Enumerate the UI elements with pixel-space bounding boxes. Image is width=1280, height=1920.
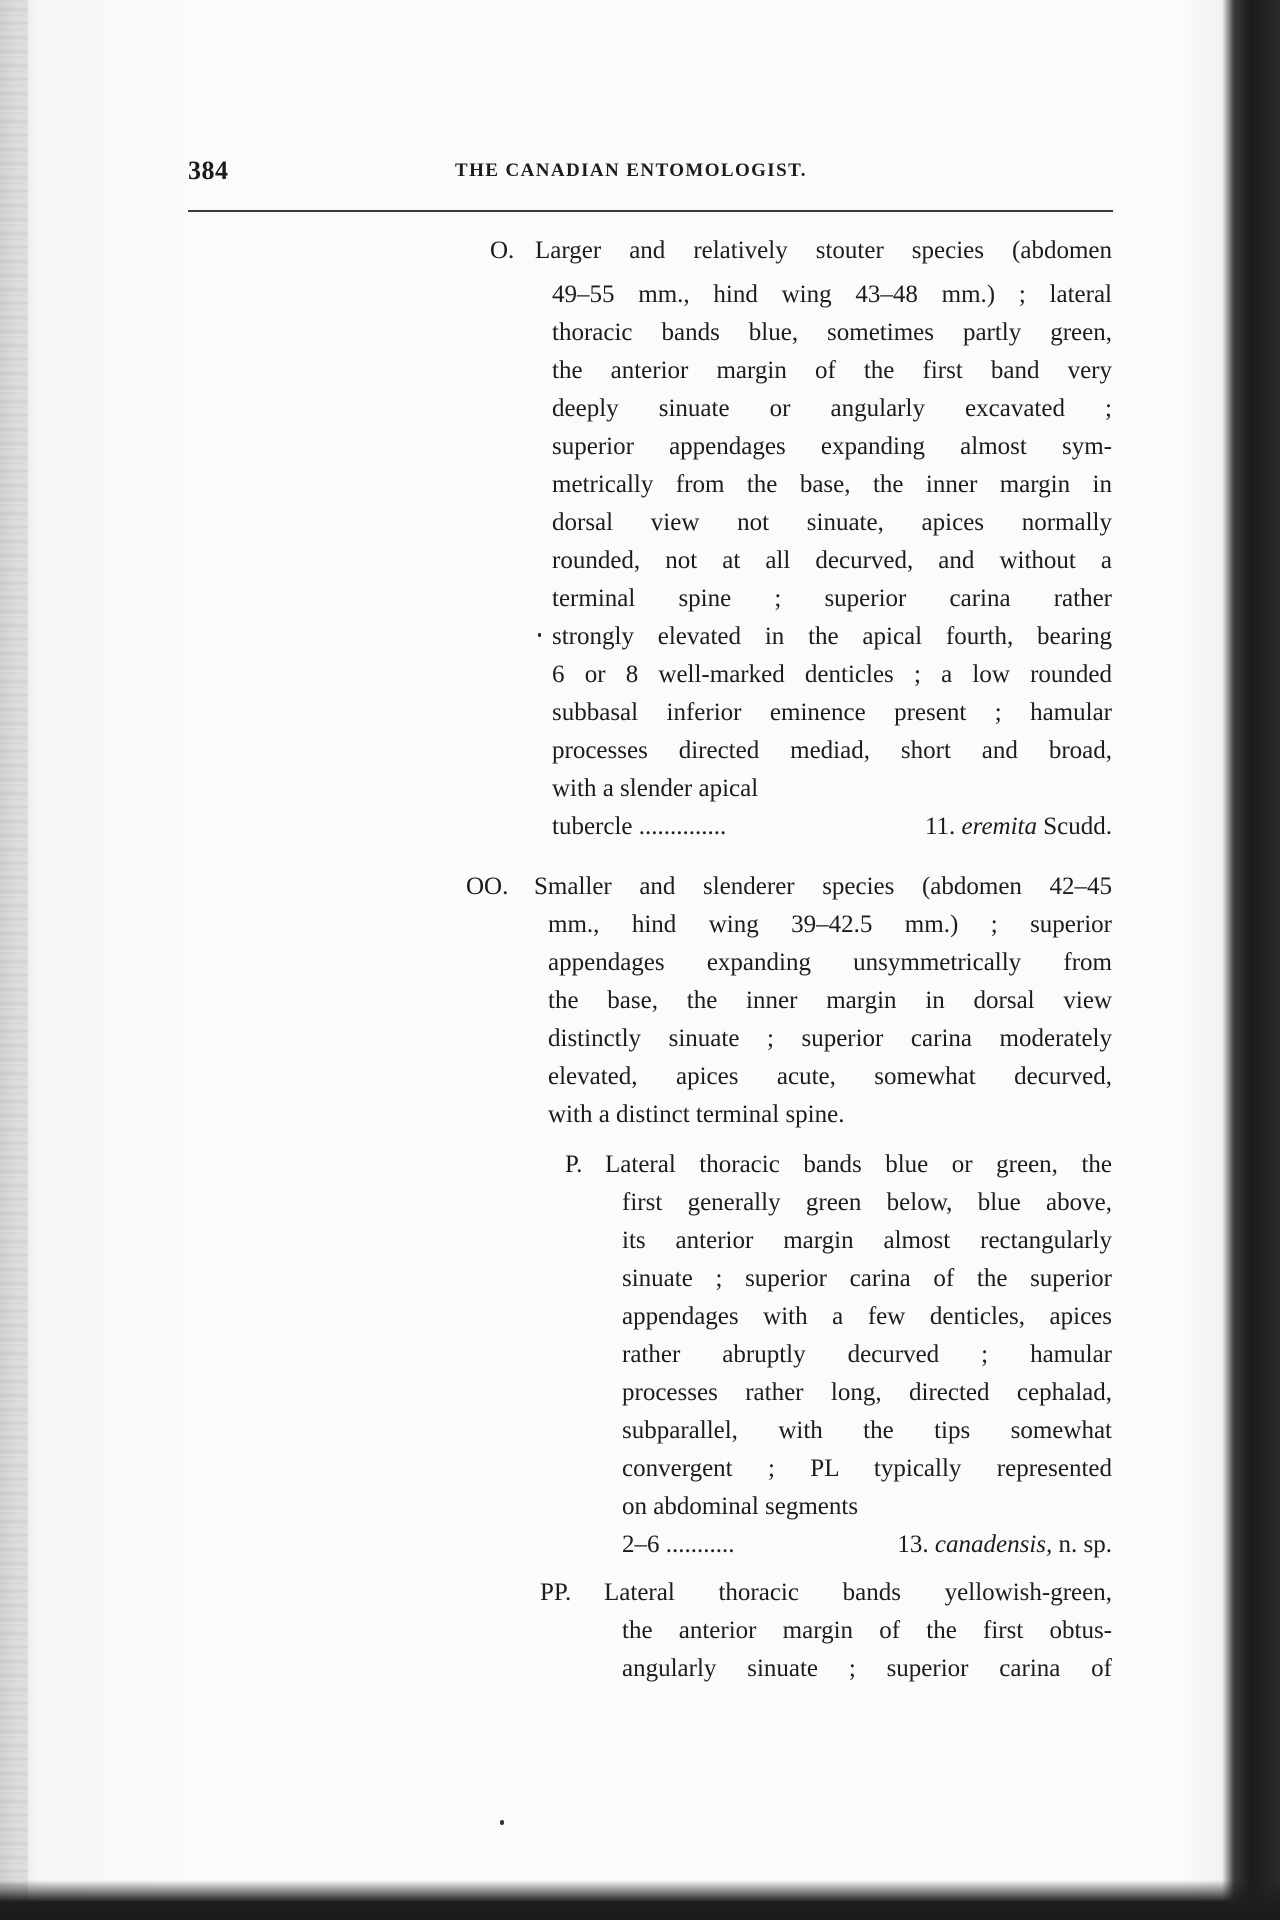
key-text-line: 49–55 mm., hind wing 43–48 mm.) ; lateral (552, 281, 1112, 308)
key-text-line: angularly sinuate ; superior carina of (622, 1655, 1112, 1682)
species-entry-canadensis (622, 1530, 1112, 1560)
species-number: 11. (924, 813, 956, 840)
species-designation (897, 1530, 1112, 1560)
key-text-line: sinuate ; superior carina of the superior (622, 1265, 1112, 1292)
key-text-line: appendages expanding unsymmetrically from (548, 949, 1112, 976)
key-text-line: deeply sinuate or angularly excavated ; (552, 395, 1112, 422)
key-text-line: with a distinct terminal spine. (548, 1101, 845, 1128)
key-text-line: with a slender apical (552, 775, 759, 802)
species-name: eremita (961, 813, 1037, 840)
key-text-line: first generally green below, blue above, (622, 1189, 1112, 1216)
key-label-P: P. (565, 1151, 583, 1178)
key-text-line: convergent ; PL typically represented (622, 1455, 1112, 1482)
key-text-line: its anterior margin almost rectangularly (622, 1227, 1112, 1254)
dot-leader: tubercle .............. (552, 813, 727, 840)
key-text-line: Smaller and slenderer species (abdomen 42–45 (534, 873, 1112, 900)
key-text-line: subparallel, with the tips somewhat (622, 1417, 1112, 1444)
species-author: n. sp. (1058, 1531, 1112, 1558)
ink-speck (538, 633, 541, 637)
key-text-line: Lateral thoracic bands blue or green, the (605, 1151, 1112, 1178)
key-text-line: metrically from the base, the inner margin in (552, 471, 1112, 498)
species-author: Scudd. (1043, 813, 1112, 840)
key-text-line: processes directed mediad, short and broad, (552, 737, 1112, 764)
header-rule (188, 210, 1113, 212)
page-number: 384 (188, 156, 229, 185)
key-text-line: 6 or 8 well-marked denticles ; a low rounded (552, 661, 1112, 688)
key-text-line: strongly elevated in the apical fourth, bearing (552, 623, 1112, 650)
key-text-line: dorsal view not sinuate, apices normally (552, 509, 1112, 536)
running-head-title: THE CANADIAN ENTOMOLOGIST. (455, 160, 807, 181)
key-label-OO: OO. (466, 873, 509, 900)
species-name: canadensis, (934, 1531, 1053, 1558)
ink-dot (500, 1820, 504, 1825)
key-text-line: Larger and relatively stouter species (abdomen (535, 237, 1112, 264)
key-text-line: distinctly sinuate ; superior carina moderately (548, 1025, 1112, 1052)
dot-leader: 2–6 ........... (622, 1531, 735, 1558)
key-text-line: subbasal inferior eminence present ; hamular (552, 699, 1112, 726)
key-text-line: processes rather long, directed cephalad, (622, 1379, 1112, 1406)
key-text-line: the anterior margin of the first band very (552, 357, 1112, 384)
key-text-line: elevated, apices acute, somewhat decurved, (548, 1063, 1112, 1090)
key-text-line: the anterior margin of the first obtus- (622, 1617, 1112, 1644)
key-text-line: superior appendages expanding almost sym- (552, 433, 1112, 460)
key-text-line: appendages with a few denticles, apices (622, 1303, 1112, 1330)
species-number: 13. (897, 1531, 929, 1558)
species-entry-eremita (552, 812, 1112, 842)
key-text-line: terminal spine ; superior carina rather (552, 585, 1112, 612)
key-text-line: the base, the inner margin in dorsal view (548, 987, 1112, 1014)
key-text-line: mm., hind wing 39–42.5 mm.) ; superior (548, 911, 1112, 938)
species-designation (925, 812, 1112, 842)
key-text-line: Lateral thoracic bands yellowish-green, (604, 1579, 1112, 1606)
key-text-line: on abdominal segments (622, 1493, 859, 1520)
key-text-line: rounded, not at all decurved, and without a (552, 547, 1112, 574)
key-label-O: O. (490, 237, 515, 264)
key-label-PP: PP. (540, 1579, 572, 1606)
key-text-line: thoracic bands blue, sometimes partly green, (552, 319, 1112, 346)
key-text-line: rather abruptly decurved ; hamular (622, 1341, 1112, 1368)
